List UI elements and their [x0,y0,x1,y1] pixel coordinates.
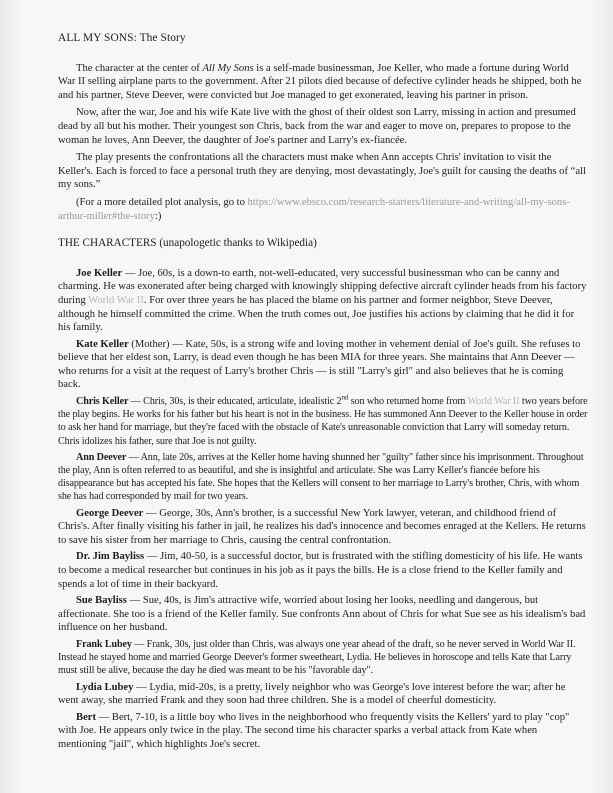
characters-heading: THE CHARACTERS (unapologetic thanks to Wikipedia) [58,237,317,250]
character-name: Lydia Lubey [76,681,134,693]
character-desc-end: two years before the play begins. He works for his father but his heart is not in the business. He has summoned Ann Deever to the Keller house in order to ask her hand for marriage, but they're faced with the obstacle of Kate's unreasonable conviction that Larry will someday return. Chris idolizes his father, sure that Joe is not guilty. [58,396,588,447]
character-george-deever [58,507,588,548]
character-jim-bayliss [58,550,588,591]
character-name: Sue Bayliss [76,595,127,607]
character-name: Bert [76,711,96,723]
character-desc: — Chris, 30s, is their educated, articulate, idealistic 2 [128,396,342,408]
character-name: Kate Keller [76,338,129,350]
document-body [58,32,588,755]
story-p1-start: The character at the center of [76,62,203,74]
character-name: Dr. Jim Bayliss [76,551,145,563]
character-name: Chris Keller [76,396,129,408]
plot-note-text: (For a more detailed plot analysis, go to [76,196,248,208]
plot-note-end: :) [154,210,162,222]
character-sue-bayliss [58,594,588,635]
character-desc: — Bert, 7-10, is a little boy who lives in the neighborhood who frequently visits the Kellers' yard to play "cop" with Joe. He appears only twice in the play. The second time his character sparks a verbal attack from Kate when mentioning "jail", which highlights Joe's secret. [58,711,570,751]
character-desc: — Joe, 60s, is a down-to earth, not-well-educated, very successful businessman who can be canny and charming. He was exonerated after being charged with knowingly shipping defective aircraft cylinder heads from his factory during [58,267,587,306]
character-name: Joe Keller [76,267,123,279]
character-chris-keller [58,395,588,448]
character-name: George Deever [76,507,144,519]
character-desc: — Ann, late 20s, arrives at the Keller home having shunned her "guilty" father since his imprisonment. Throughout the play, Ann is often referred to as beautiful, and she is insightful and articulate. She was Larry Keller's fiancée before his disappearance but has accepted his fate. She hopes that the Kellers will consent to her marriage to Larry's brother, Chris, with whom she has had corresponded by mail for two years. [58,451,584,503]
character-kate-keller [58,338,588,392]
story-p1-end: is a self-made businessman, Joe Keller, who made a fortune during World War II selling airplane parts to the government. After 21 pilots died because of defective cylinder heads he shipped, both he and his partner, Steve Deever, were convicted but Joe managed to get exonerated, leaving his partner in prison. [58,62,582,101]
story-paragraph-3: The play presents the confrontations all the characters must make when Ann accepts Chris' invitation to visit the Keller's. Each is forced to face a personal truth they are denying, most devastatingly, Joe's guilt for causing the deaths of “all my sons.” [58,152,586,191]
character-desc: — Sue, 40s, is Jim's attractive wife, worried about losing her looks, needling and dangerous, but affectionate. She too is a friend of the Keller family. Sue confronts Ann about of Chris for what Sue see as his idealism's bad influence on her husband. [58,595,586,634]
story-paragraph-1 [58,62,588,103]
character-desc: — Frank, 30s, just older than Chris, was always one year ahead of the draft, so he never served in World War II. Instead he stayed home and married George Deever's former sweetheart, Lydia. He believes in horoscope and tells Kate that Larry must still be alive, because the day he died was meant to be his "favorable day". [58,639,576,677]
character-ann-deever [58,451,588,504]
character-desc: — Lydia, mid-20s, is a pretty, lively neighbor who was George's love interest before the war; after he went away, she married Frank and they soon had three children. She is a model of cheerful domesticity. [58,681,566,707]
character-desc-end: . For over three years he has placed the blame on his partner and former neighbor, Steve Deever, although he himself committed the crime. When the truth comes out, Joe justifies his actions by claiming that he did it for his family. [58,294,575,334]
plot-analysis-link[interactable]: https://www.ebsco.com/research-starters/literature-and-writing/all-my-sons-arthur-miller#the-story [58,196,570,222]
character-joe-keller [58,267,588,335]
character-name: Frank Lubey [76,639,132,651]
character-lydia-lubey [58,681,588,708]
play-title-italic: All My Sons [202,62,254,74]
plot-analysis-note [58,196,588,223]
ordinal-superscript: nd [341,393,349,402]
character-name: Ann Deever [76,451,127,463]
character-desc: (Mother) — Kate, 50s, is a strong wife and loving mother in vehement denial of Joe's guilt. She refuses to believe that her eldest son, Larry, is dead even though he has been MIA for three years. She maintains that Ann Deever — who returns for a visit at the request of Larry's brother Chris — is still "Larry's girl" and also believes that he is coming back. [58,338,581,391]
character-desc: — Jim, 40-50, is a successful doctor, but is frustrated with the stifling domesticity of his life. He wants to become a medical researcher but continues in his job as it pays the bills. He is a close friend to the Keller family and spends a lot of time in their backyard. [58,551,583,590]
faint-link-text: World War II [467,396,520,408]
character-bert [58,711,588,752]
story-paragraph-2: Now, after the war, Joe and his wife Kate live with the ghost of their oldest son Larry, missing in action and presumed dead by all but his mother. Their youngest son Chris, back from the war and eager to move on, prepares to propose to the woman he loves, Ann Deever, the daughter of Joe's partner and Larry's ex-fiancée. [58,107,576,146]
character-frank-lubey [58,638,588,678]
character-desc: — George, 30s, Ann's brother, is a successful New York lawyer, veteran, and childhood friend of Chris's. After finally visiting his father in jail, he realizes his dad's innocence and becomes enraged at the Kellers. He returns to save his sister from her marriage to Chris, causing the central confrontation. [58,507,586,546]
story-heading: ALL MY SONS: The Story [58,32,186,44]
character-desc-mid: son who returned home from [348,396,468,408]
faint-link-text: World War II [88,294,144,306]
